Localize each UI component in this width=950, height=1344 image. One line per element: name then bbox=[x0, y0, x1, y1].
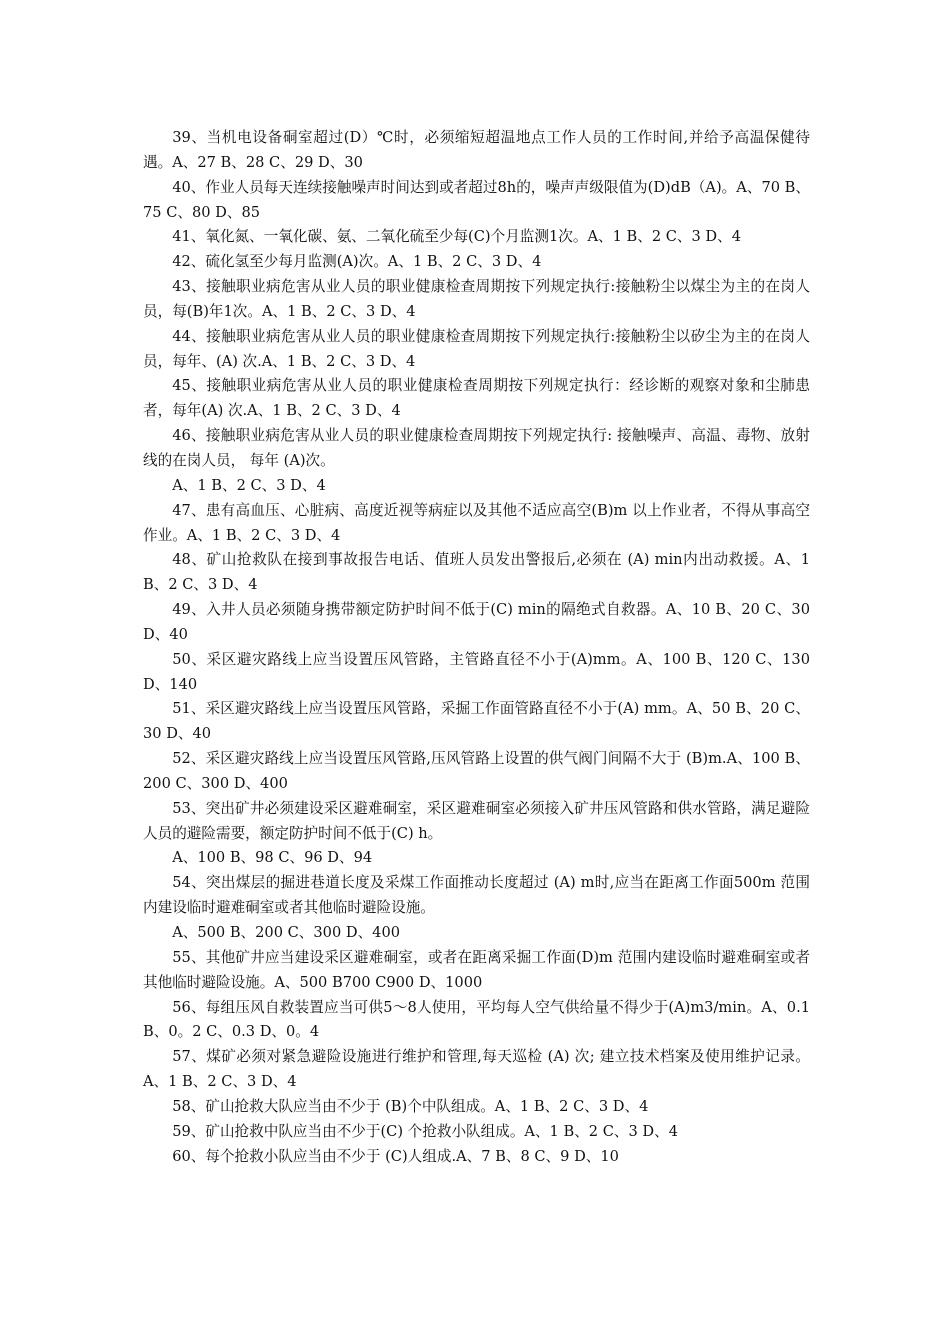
question-42: 42、硫化氢至少每月监测(A)次。A、1 B、2 C、3 D、4 bbox=[172, 253, 542, 271]
question-58: 58、矿山抢救大队应当由不少于 (B)个中队组成。A、1 B、2 C、3 D、4 bbox=[172, 1097, 649, 1115]
question-53-options: A、100 B、98 C、96 D、94 bbox=[172, 849, 373, 867]
question-53: 53、突出矿井必须建设采区避难硐室，采区避难硐室必须接入矿井压风管路和供水管路，满足避险人员的避险需要，额定防护时间不低于(C) h。 bbox=[143, 799, 810, 842]
question-47: 47、患有高血压、心脏病、高度近视等病症以及其他不适应高空(B)m 以上作业者，不得从事高空作业。A、1 B、2 C、3 D、4 bbox=[143, 501, 810, 544]
question-49: 49、入井人员必须随身携带额定防护时间不低于(C) min的隔绝式自救器。A、10 B、20 C、30 D、40 bbox=[143, 601, 810, 643]
question-60: 60、每个抢救小队应当由不少于 (C)人组成.A、7 B、8 C、9 D、10 bbox=[172, 1147, 619, 1165]
question-54-options: A、500 B、200 C、300 D、400 bbox=[172, 924, 401, 941]
question-39: 39、当机电设备硐室超过(D）℃时，必须缩短超温地点工作人员的工作时间,并给予高温保健待遇。A、27 B、28 C、29 D、30 bbox=[143, 129, 810, 171]
question-44: 44、接触职业病危害从业人员的职业健康检查周期按下列规定执行:接触粉尘以矽尘为主的在岗人员，每年、(A) 次.A、1 B、2 C、3 D、4 bbox=[143, 327, 810, 370]
question-45: 45、接触职业病危害从业人员的职业健康检查周期按下列规定执行：经诊断的观察对象和尘肺患者，每年(A) 次.A、1 B、2 C、3 D、4 bbox=[143, 377, 810, 420]
question-46: 46、接触职业病危害从业人员的职业健康检查周期按下列规定执行: 接触噪声、高温、毒物、放射线的在岗人员， 每年 (A)次。 bbox=[143, 427, 810, 469]
question-59: 59、矿山抢救中队应当由不少于(C) 个抢救小队组成。A、1 B、2 C、3 D、4 bbox=[172, 1122, 678, 1140]
question-56: 56、每组压风自救装置应当可供5～8人使用，平均每人空气供给量不得少于(A)m3/min。A、0.1 B、0。2 C、0.3 D、0。4 bbox=[143, 998, 810, 1041]
question-50: 50、采区避灾路线上应当设置压风管路，主管路直径不小于(A)mm。A、100 B、120 C、130 D、140 bbox=[143, 650, 810, 693]
question-list bbox=[143, 126, 810, 1169]
question-57: 57、煤矿必须对紧急避险设施进行维护和管理,每天巡检 (A) 次; 建立技术档案及使用维护记录。A、1 B、2 C、3 D、4 bbox=[143, 1048, 810, 1091]
question-48: 48、矿山抢救队在接到事故报告电话、值班人员发出警报后,必须在 (A) min内出动救援。A、1 B、2 C、3 D、4 bbox=[143, 551, 810, 594]
question-54: 54、突出煤层的掘进巷道长度及采煤工作面推动长度超过 (A) m时,应当在距离工作面500m 范围内建设临时避难硐室或者其他临时避险设施。 bbox=[143, 874, 810, 917]
question-51: 51、采区避灾路线上应当设置压风管路，采掘工作面管路直径不小于(A) mm。A、50 B、20 C、30 D、40 bbox=[143, 700, 810, 743]
question-52: 52、采区避灾路线上应当设置压风管路,压风管路上设置的供气阀门间隔不大于 (B)m.A、100 B、200 C、300 D、400 bbox=[143, 750, 810, 792]
question-46-options: A、1 B、2 C、3 D、4 bbox=[172, 476, 326, 494]
question-40: 40、作业人员每天连续接触噪声时间达到或者超过8h的，噪声声级限值为(D)dB（A)。A、70 B、75 C、80 D、85 bbox=[143, 178, 810, 221]
question-43: 43、接触职业病危害从业人员的职业健康检查周期按下列规定执行:接触粉尘以煤尘为主的在岗人员，每(B)年1次。A、1 B、2 C、3 D、4 bbox=[143, 278, 810, 320]
question-55: 55、其他矿井应当建设采区避难硐室，或者在距离采掘工作面(D)m 范围内建设临时避难硐室或者其他临时避险设施。A、500 B700 C900 D、1000 bbox=[143, 948, 810, 991]
question-41: 41、氧化氮、一氧化碳、氨、二氧化硫至少每(C)个月监测1次。A、1 B、2 C、3 D、4 bbox=[172, 228, 742, 246]
